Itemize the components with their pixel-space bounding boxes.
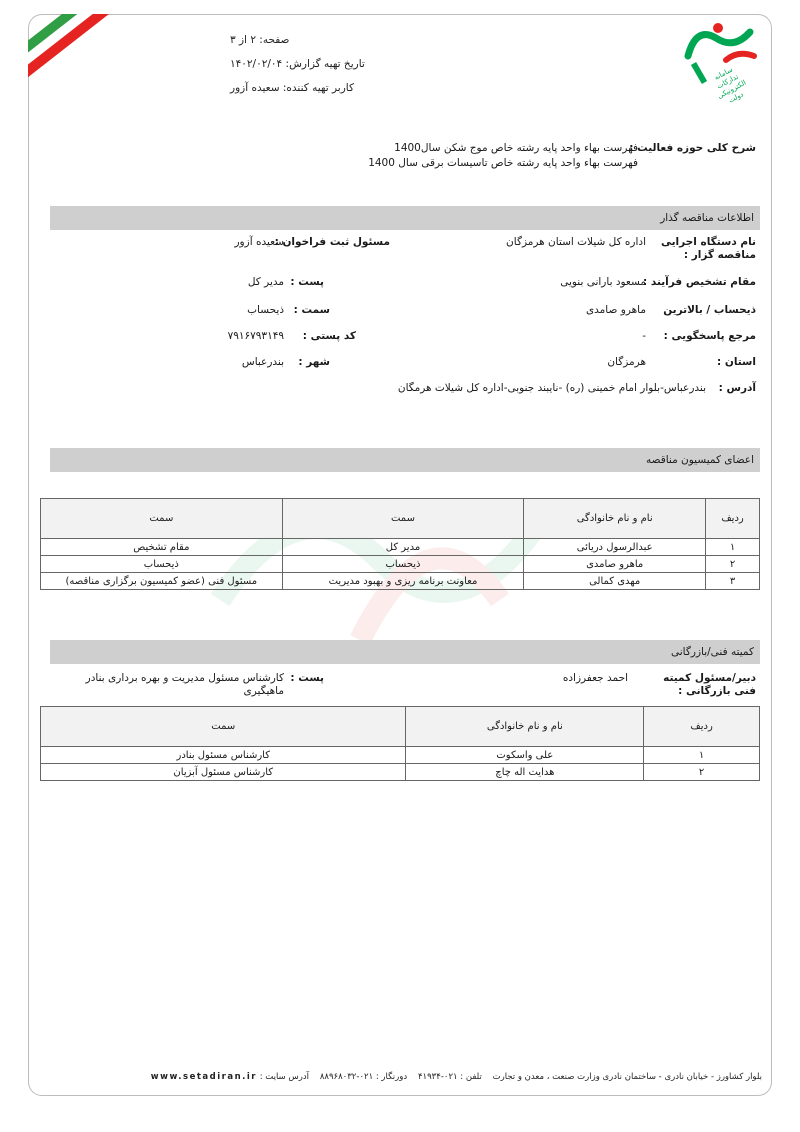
postal-value: ۷۹۱۶۷۹۳۱۴۹	[227, 330, 284, 342]
tech-post-value: کارشناس مسئول مدیریت و بهره برداری بنادر ماهیگیری	[85, 672, 284, 697]
page-number	[230, 34, 289, 46]
position-label: سمت :	[293, 304, 330, 316]
beneficiary-label: ذیحساب / بالاترین	[663, 304, 756, 316]
technical-table	[40, 706, 760, 781]
activity-line-1: فهرست بهاء واحد پایه رشته خاص موج شکن سال1400	[394, 142, 638, 154]
iran-flag-icon	[28, 14, 138, 94]
authority-label: مقام تشخیص فرآیند :	[643, 276, 756, 288]
technical-section-title: کمیته فنی/بازرگانی	[50, 640, 760, 664]
address-value: بندرعباس-بلوار امام خمینی (ره) -نایبند جنوبی-اداره کل شیلات هرمگان	[397, 382, 706, 394]
report-date	[230, 58, 365, 70]
tender-section-title: اطلاعات مناقصه گذار	[50, 206, 760, 230]
province-label: استان :	[717, 356, 756, 368]
activity-line-2: فهرست بهاء واحد پایه رشته خاص تاسیسات برقی سال 1400	[368, 157, 638, 169]
report-user	[230, 82, 354, 94]
authority-value: مسعود بارانی بنویی	[560, 276, 646, 288]
footer	[112, 1072, 762, 1082]
svg-text:۞: ۞	[57, 40, 63, 51]
registrar-value: سعیده آزور	[234, 236, 284, 248]
footer-phone-value: ۰۲۱-۴۱۹۳۴	[417, 1072, 458, 1082]
table-row: ۱ عبدالرسول دریائی مدیر کل مقام تشخیص	[41, 539, 760, 556]
footer-fax-value: ۰۲۱-۸۸۹۶۸۰۳۲	[319, 1072, 374, 1082]
registrar-label: مسئول ثبت فراخوان :	[274, 236, 390, 248]
tech-col-position: سمت	[41, 707, 406, 747]
committee-col-name: نام و نام خانوادگی	[524, 499, 706, 539]
committee-col-position: سمت	[41, 499, 283, 539]
tech-post-label: پست :	[290, 672, 324, 684]
date-value: ۱۴۰۲/۰۲/۰۴	[230, 58, 283, 70]
secretary-label: دبیر/مسئول کمیته فنی بازرگانی :	[663, 672, 756, 697]
logo-brand-text	[704, 16, 706, 17]
page-label: صفحه:	[259, 34, 290, 46]
postal-label: کد پستی :	[302, 330, 356, 342]
org-value: اداره کل شیلات استان هرمزگان	[506, 236, 646, 248]
activity-label: شرح کلی حوزه فعالیت :	[629, 142, 756, 154]
table-row: ۳ مهدی کمالی معاونت برنامه ریزی و بهبود مدیریت مسئول فنی (عضو کمیسیون برگزاری مناقصه)	[41, 573, 760, 590]
logo-sub-text: سامانه تدارکات الکترونیکی دولت	[712, 65, 748, 105]
table-row: ۲ ماهرو صامدی ذیحساب ذیحساب	[41, 556, 760, 573]
tech-col-name: نام و نام خانوادگی	[406, 707, 644, 747]
footer-phone-label: تلفن :	[460, 1072, 482, 1082]
committee-section-title: اعضای کمیسیون مناقصه	[50, 448, 760, 472]
province-value: هرمزگان	[607, 356, 646, 368]
ref-label: مرجع پاسخگویی :	[663, 330, 756, 342]
position-value: ذیحساب	[247, 304, 284, 316]
post-label: پست :	[290, 276, 324, 288]
committee-col-role: سمت	[282, 499, 524, 539]
table-row: ۱ علی واسکوت کارشناس مسئول بنادر	[41, 747, 760, 764]
footer-site-label: آدرس سایت :	[259, 1072, 310, 1082]
footer-address: بلوار کشاورز - خیابان نادری - ساختمان نادری وزارت صنعت ، معدن و تجارت	[492, 1072, 762, 1082]
address-label: آدرس :	[718, 382, 756, 394]
date-label: تاریخ تهیه گزارش:	[285, 58, 365, 70]
user-label: کاربر تهیه کننده:	[282, 82, 354, 94]
setad-logo	[676, 16, 766, 108]
page-value: ۲ از ۳	[230, 34, 256, 46]
city-value: بندرعباس	[241, 356, 284, 368]
committee-table	[40, 498, 760, 590]
secretary-value: احمد جعفرزاده	[562, 672, 628, 684]
table-row: ۲ هدایت اله چاچ کارشناس مسئول آبزیان	[41, 764, 760, 781]
user-value: سعیده آزور	[230, 82, 280, 94]
tech-col-row: ردیف	[644, 707, 760, 747]
post-value: مدیر کل	[247, 276, 284, 288]
ref-value: -	[642, 330, 646, 342]
beneficiary-value: ماهرو صامدی	[585, 304, 646, 316]
city-label: شهر :	[298, 356, 330, 368]
footer-fax-label: دورنگار :	[375, 1072, 408, 1082]
committee-col-row: ردیف	[706, 499, 760, 539]
footer-site-link[interactable]: www.setadiran.ir	[150, 1072, 257, 1082]
org-label: نام دستگاه اجرایی مناقصه گزار :	[660, 236, 756, 261]
